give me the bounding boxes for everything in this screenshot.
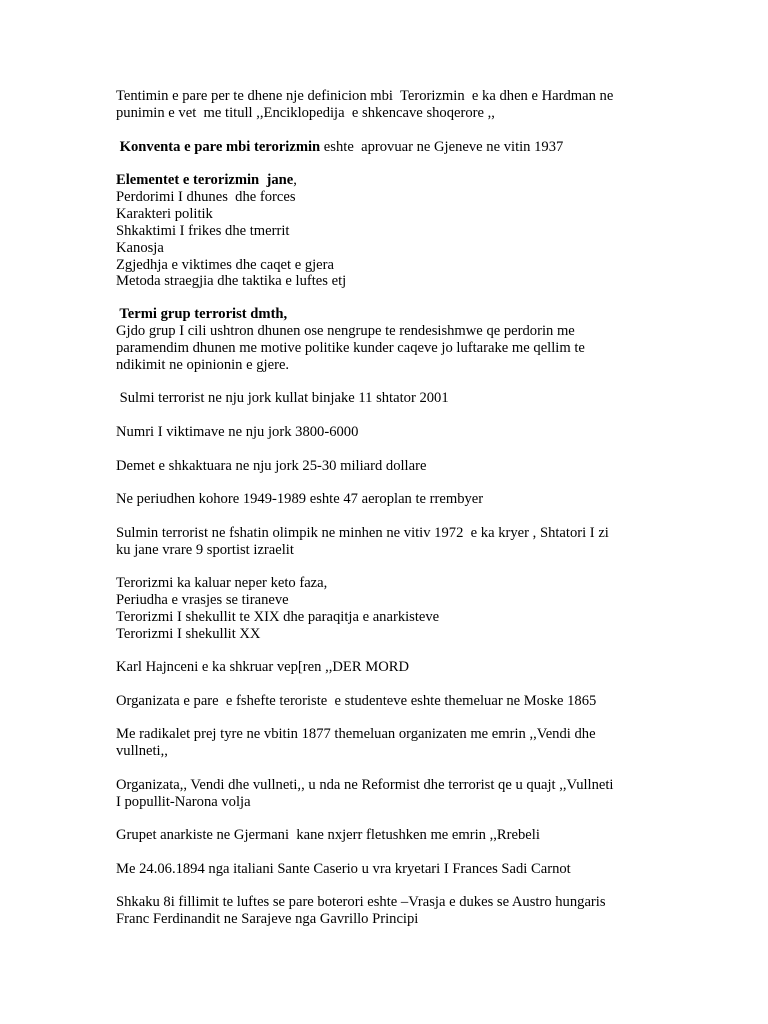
- text-line: paramendim dhunen me motive politike kunder caqeve jo luftarake me qellim te: [116, 339, 585, 356]
- text-line: I popullit-Narona volja: [116, 793, 251, 810]
- paragraph-damages: [116, 458, 656, 475]
- section-heading: [116, 172, 656, 189]
- paragraph-moscow: [116, 693, 656, 710]
- bold-phrase: Konventa e pare mbi terorizmin: [116, 139, 321, 155]
- text-line: Sulmin terrorist ne fshatin olimpik ne minhen ne vitiv 1972 e ka kryer , Shtatori I zi: [116, 525, 609, 541]
- heading-punct: ,: [293, 172, 297, 188]
- text-line: Gjdo grup I cili ushtron dhunen ose nengrupe te rendesishmwe qe perdorin me: [116, 322, 575, 339]
- list-item: Shkaktimi I frikes dhe tmerrit: [116, 222, 290, 239]
- paragraph-munich: [116, 525, 656, 559]
- section-heading: Termi grup terrorist dmth,: [116, 306, 288, 322]
- text-line: [116, 139, 656, 156]
- text-line: Demet e shkaktuara ne nju jork 25-30 miliard dollare: [116, 458, 427, 474]
- bold-heading: Elementet e terorizmin jane: [116, 172, 294, 188]
- text-line: Shkaku 8i fillimit te luftes se pare boterori eshte –Vrasja e dukes se Austro hungaris: [116, 894, 606, 910]
- paragraph-der-mord: [116, 659, 656, 676]
- list-item: Karakteri politik: [116, 205, 213, 222]
- paragraph-victims: [116, 424, 656, 441]
- text-line: punimin e vet me titull ,,Enciklopedija e shkencave shoqerore ,,: [116, 104, 495, 121]
- paragraph-rrebeli: [116, 827, 656, 844]
- paragraph-hijackings: [116, 491, 656, 508]
- list-item: Zgjedhja e viktimes dhe caqet e gjera: [116, 256, 335, 273]
- text-line: Tentimin e pare per te dhene nje definicion mbi Terorizmin e ka dhen e Hardman ne: [116, 88, 614, 104]
- text-line: Periudha e vrasjes se tiraneve: [116, 591, 289, 608]
- paragraph-narona-volja: [116, 777, 656, 811]
- text-line: ku jane vrare 9 sportist izraelit: [116, 541, 294, 558]
- list-item: Perdorimi I dhunes dhe forces: [116, 188, 296, 205]
- paragraph-ww1-cause: [116, 894, 656, 928]
- text-line: Me radikalet prej tyre ne vbitin 1877 themeluan organizaten me emrin ,,Vendi dhe: [116, 726, 596, 742]
- text-line: vullneti,,: [116, 742, 168, 759]
- paragraph-convention: [116, 139, 656, 156]
- text-line: ndikimit ne opinionin e gjere.: [116, 356, 290, 373]
- paragraph-carnot: [116, 861, 656, 878]
- paragraph-terrorist-group: [116, 306, 656, 374]
- paragraph-elements: [116, 172, 656, 290]
- text-line: Numri I viktimave ne nju jork 3800-6000: [116, 424, 359, 440]
- paragraph-nyc-attack: [116, 390, 656, 407]
- text-line: Terorizmi I shekullit XX: [116, 625, 261, 642]
- text-line: Terorizmi I shekullit te XIX dhe paraqitja e anarkisteve: [116, 608, 440, 625]
- list-item: Metoda straegjia dhe taktika e luftes etj: [116, 273, 347, 290]
- paragraph-hardman-definition: [116, 88, 656, 122]
- paragraph-phases: [116, 575, 656, 643]
- text-line: Organizata e pare e fshefte teroriste e studenteve eshte themeluar ne Moske 1865: [116, 693, 597, 709]
- text-line: Sulmi terrorist ne nju jork kullat binjake 11 shtator 2001: [116, 390, 449, 406]
- text-line: Grupet anarkiste ne Gjermani kane nxjerr fletushken me emrin ,,Rrebeli: [116, 827, 540, 843]
- text-line: Terorizmi ka kaluar neper keto faza,: [116, 575, 328, 591]
- text-line: Ne periudhen kohore 1949-1989 eshte 47 aeroplan te rrembyer: [116, 491, 484, 507]
- text-fragment: eshte aprovuar ne Gjeneve ne vitin 1937: [320, 139, 564, 155]
- text-line: Karl Hajnceni e ka shkruar vep[ren ,,DER MORD: [116, 659, 410, 675]
- paragraph-radicals: [116, 726, 656, 760]
- text-line: Franc Ferdinandit ne Sarajeve nga Gavrillo Principi: [116, 910, 419, 927]
- list-item: Kanosja: [116, 239, 164, 256]
- text-line: Me 24.06.1894 nga italiani Sante Caserio u vra kryetari I Frances Sadi Carnot: [116, 861, 571, 877]
- text-line: Organizata,, Vendi dhe vullneti,, u nda ne Reformist dhe terrorist qe u quajt ,,Vullneti: [116, 777, 614, 793]
